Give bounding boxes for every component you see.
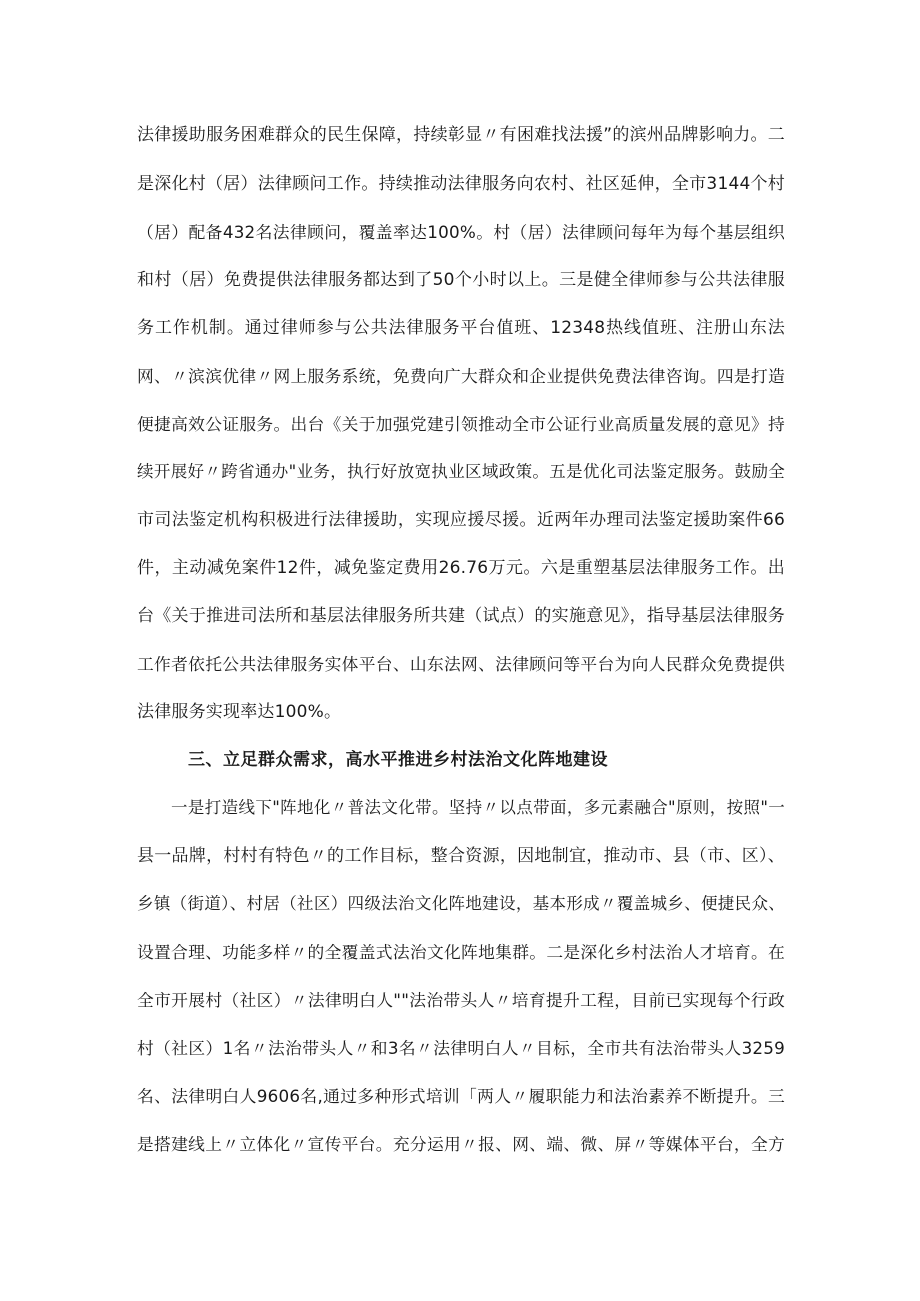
paragraph-2-line-8: 是搭建线上〃立体化〃宣传平台。充分运用〃报、网、端、微、屏〃等媒体平台，全方 [137,1134,785,1154]
section-heading: 三、立足群众需求，高水平推进乡村法治文化阵地建设 [188,750,608,770]
paragraph-2-line-7: 名、法律明白人9606名,通过多种形式培训「两人〃履职能力和法治素养不断提升。三 [137,1086,785,1106]
paragraph-1-line-6: 网、〃滨滨优律〃网上服务系统，免费向广大群众和企业提供免费法律咨询。四是打造 [137,366,785,386]
paragraph-1-line-12: 工作者依托公共法律服务实体平台、山东法网、法律顾问等平台为向人民群众免费提供 [137,654,785,674]
paragraph-1-line-8: 续开展好〃跨省通办"业务，执行好放宽执业区域政策。五是优化司法鉴定服务。鼓励全 [137,462,785,481]
paragraph-1-line-4: 和村（居）免费提供法律服务都达到了50个小时以上。三是健全律师参与公共法律服 [137,270,785,290]
paragraph-2-line-3: 乡镇（街道）、村居（社区）四级法治文化阵地建设，基本形成〃覆盖城乡、便捷民众、 [137,894,785,913]
paragraph-1-line-9: 市司法鉴定机构积极进行法律援助，实现应援尽援。近两年办理司法鉴定援助案件66 [137,510,785,530]
paragraph-2-line-1: 一是打造线下"阵地化〃普法文化带。坚持〃以点带面，多元素融合"原则，按照"一 [171,798,785,817]
paragraph-1-line-7: 便捷高效公证服务。出台《关于加强党建引领推动全市公证行业高质量发展的意见》持 [137,414,785,434]
paragraph-2-line-5: 全市开展村（社区）〃法律明白人""法治带头人〃培育提升工程，目前已实现每个行政 [137,990,785,1010]
paragraph-2-line-4: 设置合理、功能多样〃的全覆盖式法治文化阵地集群。二是深化乡村法治人才培育。在 [137,942,785,962]
paragraph-1-line-5: 务工作机制。通过律师参与公共法律服务平台值班、12348热线值班、注册山东法 [137,318,785,338]
paragraph-2-line-2: 县一品牌，村村有特色〃的工作目标，整合资源，因地制宜，推动市、县（市、区）、 [137,846,785,866]
paragraph-1-line-11: 台《关于推进司法所和基层法律服务所共建（试点）的实施意见》，指导基层法律服务 [137,606,785,626]
paragraph-1-line-10: 件，主动减免案件12件，减免鉴定费用26.76万元。六是重塑基层法律服务工作。出 [137,558,785,578]
paragraph-1-line-3: （居）配备432名法律顾问，覆盖率达100%。村（居）法律顾问每年为每个基层组织 [137,222,785,242]
paragraph-1-line-13: 法律服务实现率达100%。 [137,702,342,722]
paragraph-1-line-1: 法律援助服务困难群众的民生保障，持续彰显〃有困难找法援”的滨州品牌影响力。二 [137,125,785,145]
paragraph-1-line-2: 是深化村（居）法律顾问工作。持续推动法律服务向农村、社区延伸，全市3144个村 [137,174,785,194]
paragraph-2-line-6: 村（社区）1名〃法治带头人〃和3名〃法律明白人〃目标，全市共有法治带头人3259 [137,1038,785,1058]
